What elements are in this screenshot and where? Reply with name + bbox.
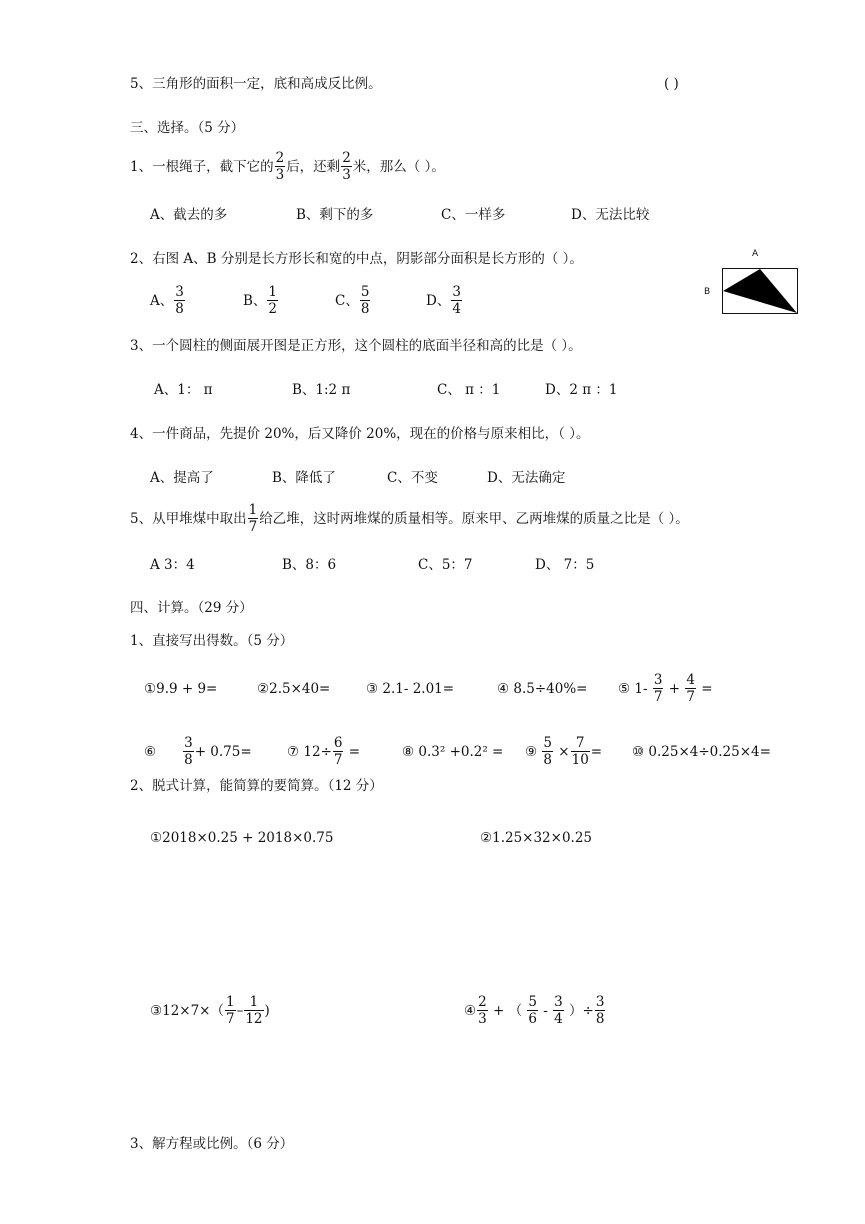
q5-option-d: D、 7：5 [535,557,595,573]
sub-heading-direct: 1、直接写出得数。（5 分） [130,633,294,649]
calc-item-1: ①9.9 + 9= [144,681,218,697]
q2-option-b: B、 $\frac{1}{2}$ [243,284,278,317]
q4-option-d: D、无法确定 [487,470,566,486]
q2-option-c: C、 $\frac{5}{8}$ [335,284,370,317]
q2-option-a: A、 $\frac{3}{8}$ [150,284,184,317]
q1-text-pre: 1、一根绳子，截下它的 [130,158,274,175]
q2-option-d: D、 $\frac{3}{4}$ [426,284,461,317]
fraction: $\frac{2}{3}$ [275,150,285,183]
expr-2: ②1.25×32×0.25 [480,830,593,846]
fraction: $\frac{2}{3}$ [342,150,351,183]
calc-item-5: ⑤ 1- $\frac{3}{7}$ + $\frac{4}{7}$ = [618,672,713,705]
judge-item-5: 5、三角形的面积一定，底和高成反比例。 [130,76,382,92]
q4-option-a: A、提高了 [150,470,214,486]
expr-1: ①2018×0.25 + 2018×0.75 [150,830,334,846]
sub-heading-equations: 3、解方程或比例。（6 分） [130,1136,294,1152]
figure-label-b: B [704,287,711,297]
shaded-triangle [723,269,797,313]
expr-3: ③12×7×（ $\frac{1}{7}$ – $\frac{1}{12}$ ) [150,994,270,1027]
q3-option-b: B、1:2 π [292,382,351,398]
choice-q1 [130,150,445,183]
calc-item-2: ②2.5×40= [257,681,331,697]
q1-option-c: C、一样多 [441,207,506,223]
q1-option-d: D、无法比较 [571,207,650,223]
calc-item-10: ⑩ 0.25×4÷0.25×4= [632,744,771,760]
calc-item-3: ③ 2.1- 2.01= [366,681,455,697]
q4-option-b: B、降低了 [272,470,336,486]
q3-option-a: A、1： π [154,382,213,398]
q5-option-a: A 3：4 [150,557,195,573]
q1-option-b: B、剩下的多 [296,207,374,223]
q4-option-c: C、不变 [387,470,438,486]
choice-q3: 3、一个圆柱的侧面展开图是正方形，这个圆柱的底面半径和高的比是（ ）。 [130,338,582,354]
section-heading-calc: 四、计算。（29 分） [130,600,253,616]
calc-item-7: ⑦ 12÷ $\frac{6}{7}$ = [287,735,361,768]
calc-item-9: ⑨ $\frac{5}{8}$ × $\frac{7}{10}$ = [525,735,603,768]
choice-q2: 2、右图 A、B 分别是长方形长和宽的中点，阴影部分面积是长方形的（ ）。 [130,251,583,267]
calc-item-6: ⑥ $\frac{3}{8}$ + 0.75= [144,735,252,768]
figure-label-a: A [752,249,759,259]
q1-option-a: A、截去的多 [150,207,228,223]
q5-option-b: B、8：6 [282,557,337,573]
q5-option-c: C、5：7 [418,557,473,573]
sub-heading-stepwise: 2、脱式计算，能简算的要简算。（12 分） [130,778,383,794]
calc-item-4: ④ 8.5÷40%= [497,681,588,697]
q1-text-mid: 后，还剩 [286,158,341,175]
q3-option-c: C、 π ：1 [437,382,501,398]
rectangle-figure [722,268,798,314]
answer-paren: ( ) [664,76,679,92]
choice-q4: 4、一件商品，先提价 20%，后又降价 20%，现在的价格与原来相比，（ ）。 [130,426,590,442]
calc-item-8: ⑧ 0.3² +0.2² = [402,744,504,760]
choice-q5: 5、从甲堆煤中取出 $\frac{1}{7}$ 给乙堆，这时两堆煤的质量相等。原来甲、乙两堆煤的质量之比是（ ）。 [130,502,689,535]
section-heading-choice: 三、选择。（5 分） [130,120,245,136]
q3-option-d: D、2 π ：1 [545,382,618,398]
expr-4: ④ $\frac{2}{3}$ + （ $\frac{5}{6}$ - $\frac{3}{4}$ ）÷ $\frac{3}{8}$ [464,994,605,1027]
fraction: $\frac{1}{7}$ [248,502,258,535]
q1-text-post: 米，那么（ ）。 [352,158,445,175]
